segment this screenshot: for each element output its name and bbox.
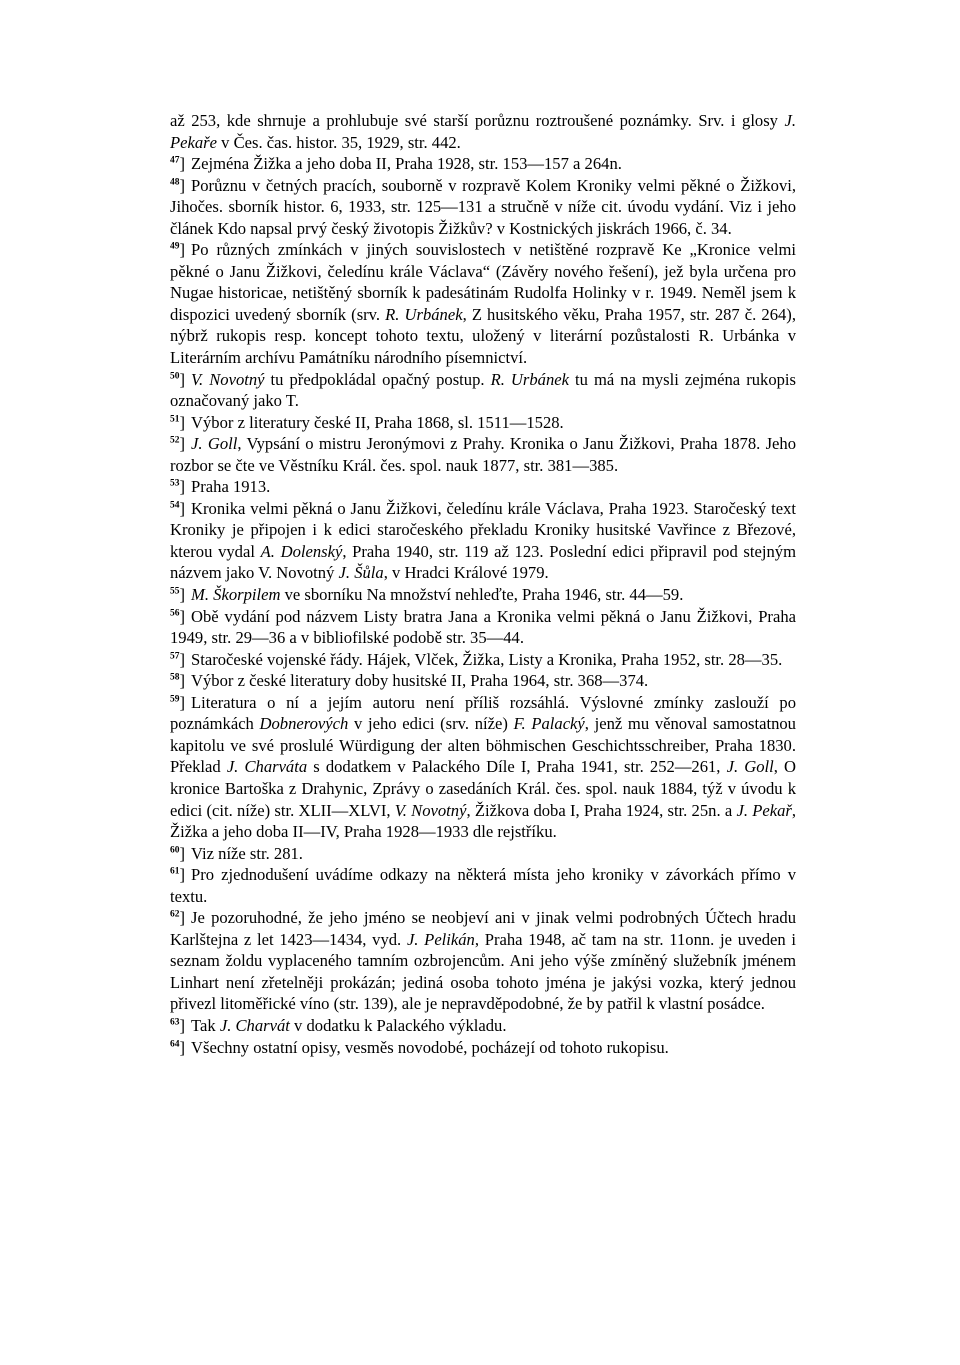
footnote-number: $^{52}$] (170, 434, 186, 454)
footnote-number: $^{55}$] (170, 585, 186, 605)
footnote-number: $^{57}$] (170, 649, 186, 669)
footnote-62 (170, 907, 796, 1015)
footnote-continuation (170, 110, 796, 153)
footnote-60 (170, 843, 796, 865)
footnote-number: $^{59}$] (170, 692, 186, 712)
footnote-text: Literatura o ní a jejím autoru není příliš rozsáhlá. Výslovné zmínky zaslouží po poznámkách Dobnerových v jeho edici (srv. níže) F. Palacký, jenž mu věnoval samostatnou kapitolu ve své proslulé Würdigung der alten böhmischen Geschichtsschreiber, Praha 1830. Překlad J. Charváta s dodatkem v Palackého Díle I, Praha 1941, str. 252—261, J. Goll, O kronice Bartoška z Drahynic, Zprávy o zasedáních Král. čes. spol. nauk 1884, týž v úvodu k edici (cit. níže) str. XLII—XLVI, V. Novotný, Žižkova doba I, Praha 1924, str. 25n. a J. Pekař, Žižka a jeho doba II—IV, Praha 1928—1933 dle rejstříku. (170, 692, 796, 842)
footnote-57 (170, 649, 796, 671)
footnote-text: Po různých zmínkách v jiných souvislostech v netištěné rozpravě Ke „Kronice velmi pěkné o Janu Žižkovi, čeledínu krále Václava“ (Závěry nového řešení), jež byla určena pro Nugae historicae, netištěný sborník k padesátinám Rudolfa Holinky v r. 1949. Neměl jsem k dispozici uvedený sborník (srv. R. Urbánek, Z husitského věku, Praha 1957, str. 287 č. 264), nýbrž rukopis resp. koncept tohoto textu, uložený v literární pozůstalosti R. Urbánka v Literárním archívu Památníku národního písemnictví. (170, 240, 796, 368)
footnote-number: $^{49}$] (170, 240, 186, 260)
footnote-47 (170, 153, 796, 175)
footnote-number: $^{53}$] (170, 477, 186, 497)
footnote-number: $^{64}$] (170, 1037, 186, 1057)
footnote-number: $^{60}$] (170, 843, 186, 863)
footnote-58 (170, 670, 796, 692)
footnote-text: Obě vydání pod názvem Listy bratra Jana a Kronika velmi pěkná o Janu Žižkovi, Praha 1949, str. 29—36 a v bibliofilské podobě str. 35—44. (170, 606, 796, 648)
footnote-text: Porůznu v četných pracích, souborně v rozpravě Kolem Kroniky velmi pěkné o Žižkovi, Jihočes. sborník histor. 6, 1933, str. 125—131 a stručně v níže cit. úvodu vydání. Viz i jeho článek Kdo napsal prvý český životopis Žižkův? v Kostnických jiskrách 1966, č. 34. (170, 175, 796, 238)
footnote-54 (170, 498, 796, 584)
footnote-number: $^{61}$] (170, 865, 186, 885)
footnote-text: Pro zjednodušení uvádíme odkazy na některá místa jeho kroniky v závorkách přímo v textu. (170, 865, 796, 906)
footnote-number: $^{50}$] (170, 369, 186, 389)
footnote-52 (170, 433, 796, 476)
footnote-text: až 253, kde shrnuje a prohlubuje své starší porůznu roztroušené poznámky. Srv. i glosy J. Pekaře v Čes. čas. histor. 35, 1929, str. 442. (170, 111, 796, 152)
footnote-48 (170, 175, 796, 240)
footnote-text: Tak J. Charvát v dodatku k Palackého výkladu. (191, 1015, 507, 1035)
footnote-56 (170, 606, 796, 649)
footnote-49 (170, 239, 796, 368)
footnote-59 (170, 692, 796, 843)
footnote-text: Zejména Žižka a jeho doba II, Praha 1928, str. 153—157 a 264n. (191, 154, 622, 174)
footnote-number: $^{48}$] (170, 175, 186, 195)
footnote-text: Všechny ostatní opisy, vesměs novodobé, pocházejí od tohoto rukopisu. (191, 1037, 669, 1057)
footnote-64 (170, 1037, 796, 1059)
footnote-number: $^{51}$] (170, 412, 186, 432)
footnote-number: $^{58}$] (170, 671, 186, 691)
footnote-text: M. Škorpilem ve sborníku Na množství nehleďte, Praha 1946, str. 44—59. (191, 585, 684, 605)
footnote-63 (170, 1015, 796, 1037)
footnote-53 (170, 476, 796, 498)
footnote-number: $^{54}$] (170, 498, 186, 518)
footnote-number: $^{63}$] (170, 1015, 186, 1035)
footnotes-page (170, 110, 796, 1058)
footnote-text: J. Goll, Vypsání o mistru Jeronýmovi z Prahy. Kronika o Janu Žižkovi, Praha 1878. Jeho rozbor se čte ve Věstníku Král. čes. spol. nauk 1877, str. 381—385. (170, 434, 796, 475)
footnote-text: Výbor z české literatury doby husitské II, Praha 1964, str. 368—374. (191, 671, 649, 691)
footnote-text: Staročeské vojenské řády. Hájek, Vlček, Žižka, Listy a Kronika, Praha 1952, str. 28—35. (191, 649, 783, 669)
footnote-50 (170, 369, 796, 412)
footnote-55 (170, 584, 796, 606)
footnote-number: $^{62}$] (170, 908, 186, 928)
footnote-number: $^{56}$] (170, 606, 186, 626)
footnote-text: Výbor z literatury české II, Praha 1868, sl. 1511—1528. (191, 412, 564, 432)
footnote-51 (170, 412, 796, 434)
footnote-text: Praha 1913. (191, 477, 271, 497)
footnote-number: $^{47}$] (170, 154, 186, 174)
footnote-61 (170, 864, 796, 907)
footnote-text: Viz níže str. 281. (191, 843, 303, 863)
footnote-text: Je pozoruhodné, že jeho jméno se neobjeví ani v jinak velmi podrobných Účtech hradu Karlštejna z let 1423—1434, vyd. J. Pelikán, Praha 1948, ač tam na str. 11onn. je uveden i seznam žoldu vyplaceného tamním ozbrojencům. Ani jeho výše zmíněný služebník jménem Linhart není zřetelněji prokázán; jediná osoba tohoto jména je jakýsi vozka, který jednou přivezl litoměřické víno (str. 139), ale je nepravděpodobné, že by patřil k vlastní posádce. (170, 908, 797, 1014)
footnote-text: V. Novotný tu předpokládal opačný postup. R. Urbánek tu má na mysli zejména rukopis označovaný jako T. (170, 369, 796, 411)
footnote-text: Kronika velmi pěkná o Janu Žižkovi, čeledínu krále Václava, Praha 1923. Staročeský text Kroniky je připojen i k edici staročeského překladu Kroniky husitské Vavřince z Březové, kterou vydal A. Dolenský, Praha 1940, str. 119 až 123. Poslední edici připravil pod stejným názvem jako V. Novotný J. Šůla, v Hradci Králové 1979. (170, 498, 796, 583)
